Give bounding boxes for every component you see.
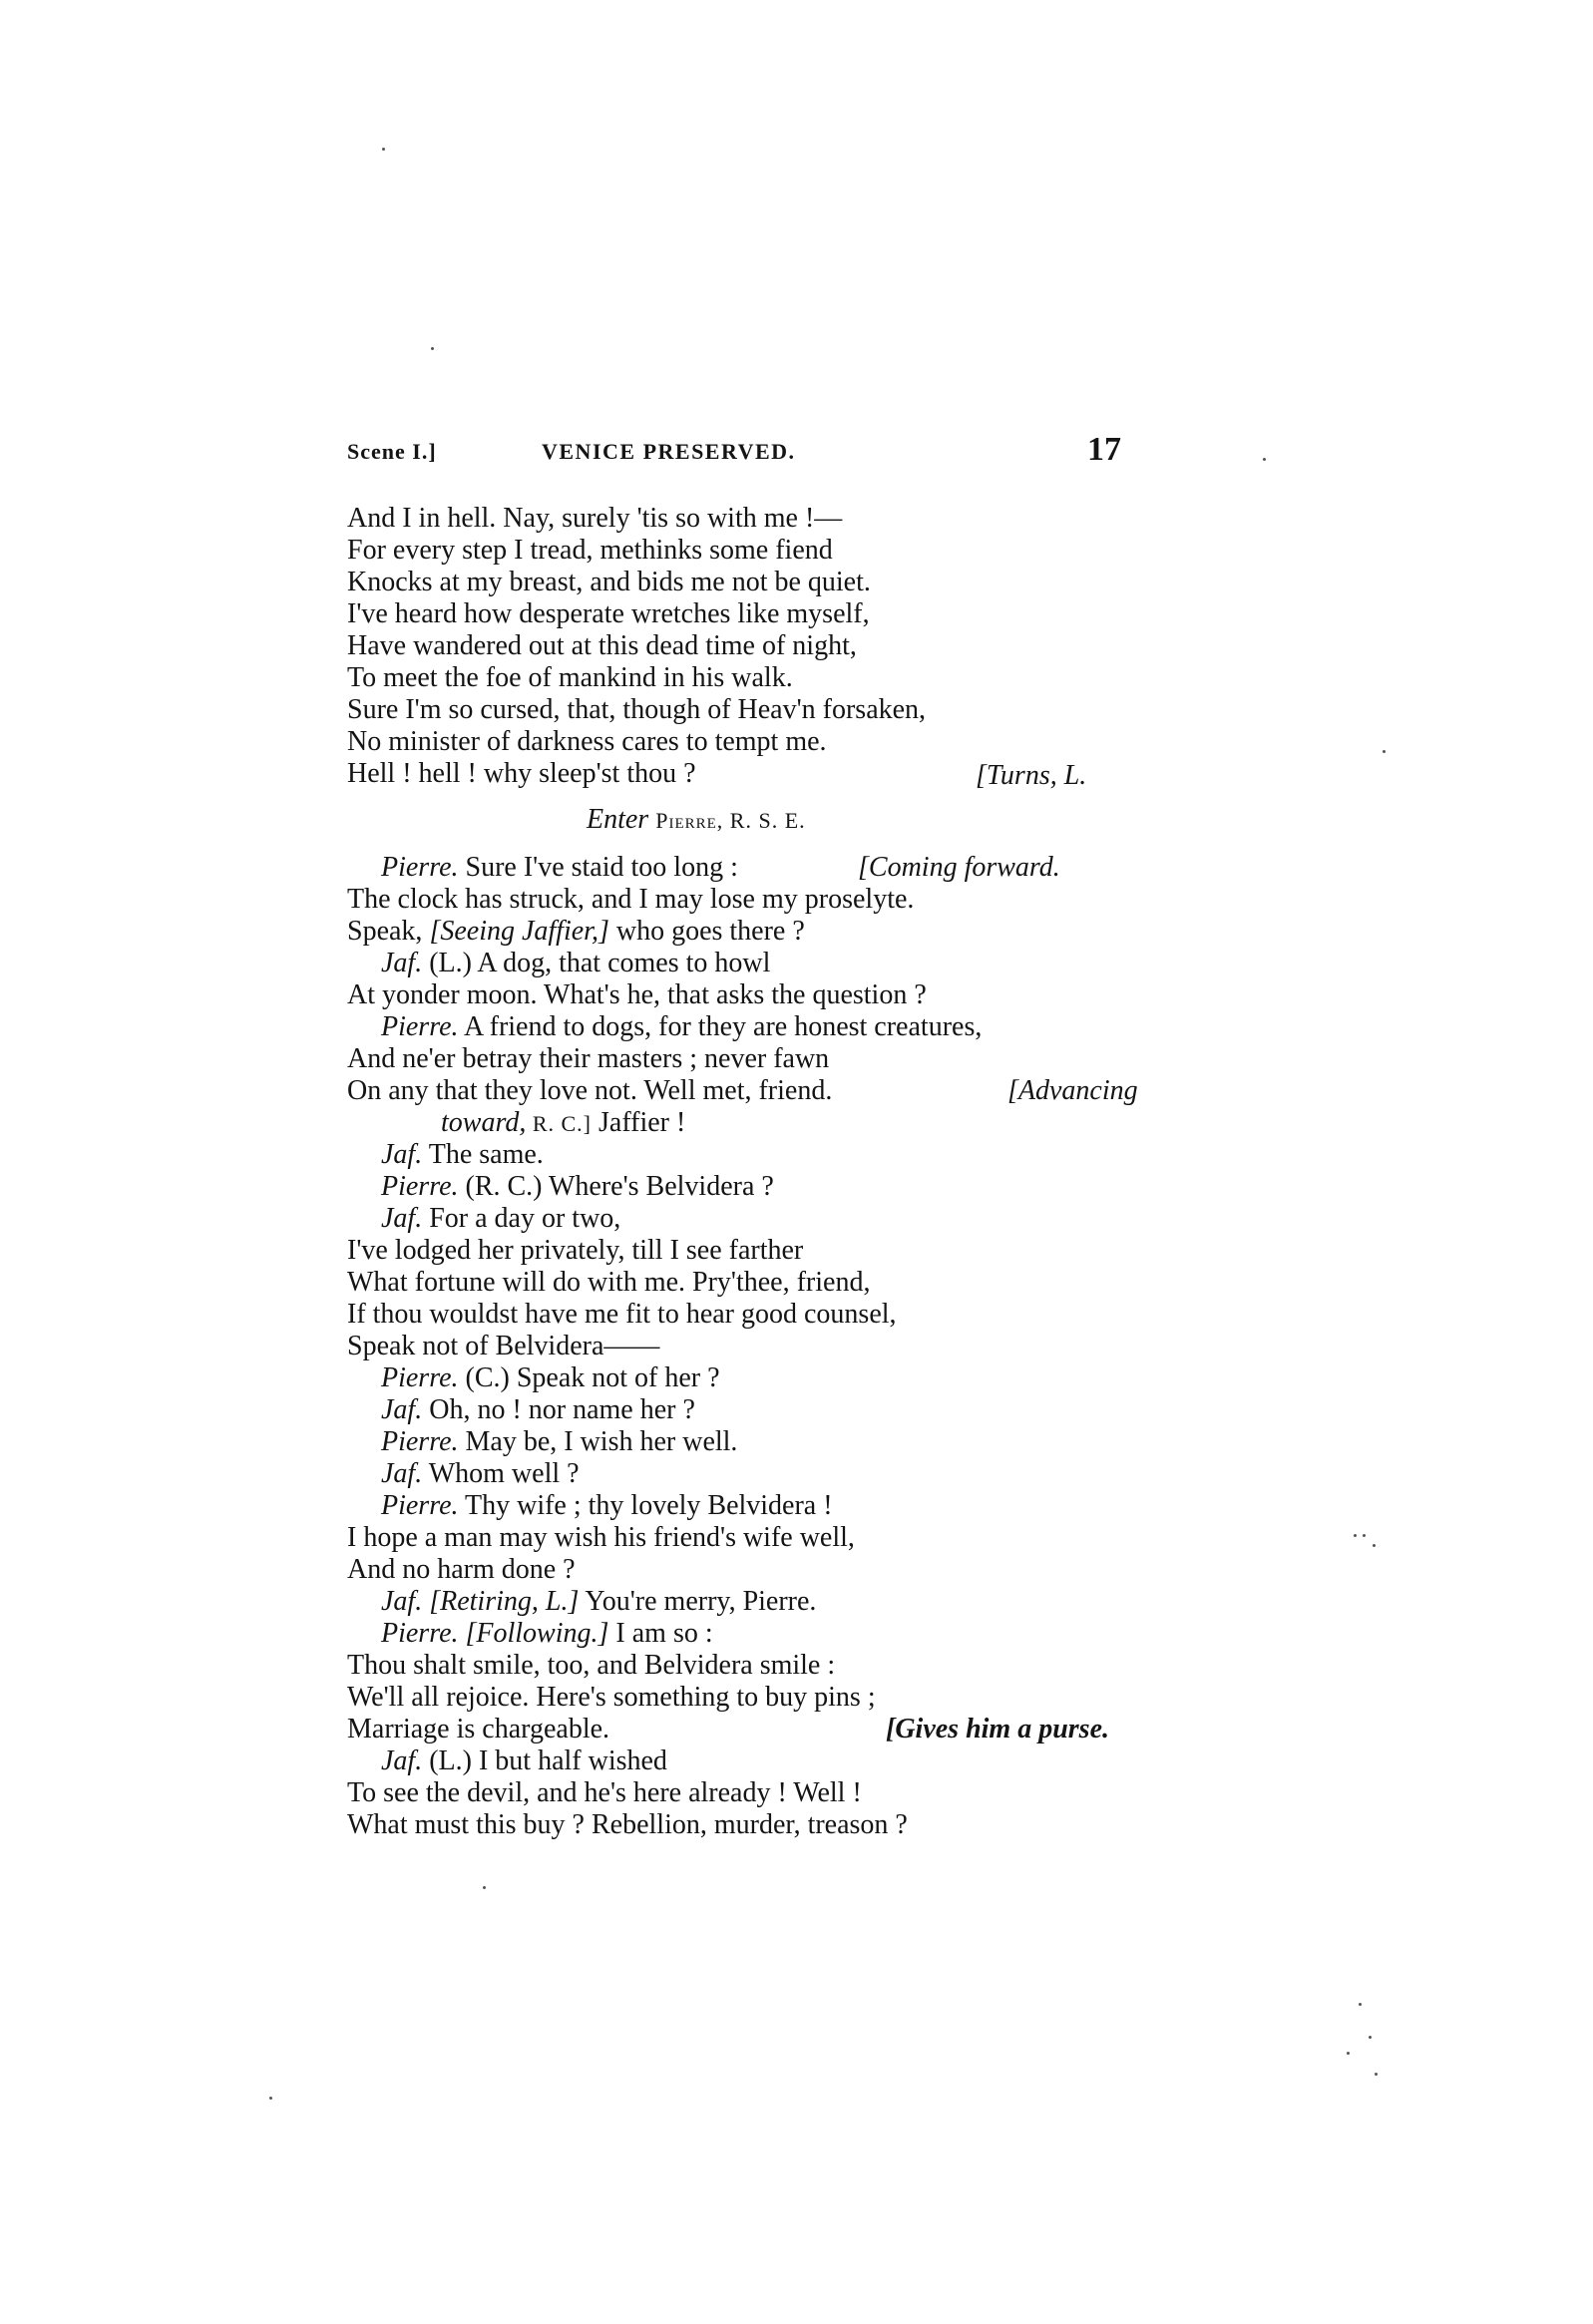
verse-line: Marriage is chargeable. [347,1714,610,1744]
running-header [347,431,1121,471]
speaker-name: Jaf. [381,1458,423,1489]
verse-line: Speak not of Belvidera—— [347,1331,660,1361]
speaker-name: Jaf. [381,1586,423,1617]
speck [1369,2036,1372,2039]
speech-line: Pierre. A friend to dogs, for they are honest creatures, [381,1011,983,1042]
enter-name: Pierre, R. S. E. [655,808,806,833]
scene-label: Scene I.] [347,439,437,464]
speech-line: Pierre. [Following.] I am so : [381,1618,713,1649]
speaker-name: Jaf. [381,948,423,978]
verse-line: And I in hell. Nay, surely 'tis so with me !— [347,503,843,534]
speck [1375,2073,1378,2076]
speech-line: Jaf. The same. [381,1139,544,1170]
speck [1347,2052,1350,2055]
stage-direction: [Advancing [1007,1075,1138,1106]
verse-line: Hell ! hell ! why sleep'st thou ? [347,758,696,789]
speaker-name: Pierre. [381,1490,459,1521]
verse-line: I've heard how desperate wretches like myself, [347,598,870,629]
speaker-name: Pierre. [381,1362,459,1393]
speech-line: Jaf. (L.) A dog, that comes to howl [381,948,771,978]
speaker-name: Pierre. [381,1011,459,1042]
verse-line: Knocks at my breast, and bids me not be quiet. [347,567,871,597]
speech-line: Jaf. Oh, no ! nor name her ? [381,1394,695,1425]
speech-line: toward, R. C.] Jaffier ! [441,1107,686,1138]
speech-line: Pierre. Sure I've staid too long : [381,852,738,883]
speck [1383,750,1386,753]
speck [483,1886,486,1889]
speech-line: Jaf. [Retiring, L.] You're merry, Pierre. [381,1586,817,1617]
stage-direction: toward, [441,1107,527,1138]
speech-line: Jaf. Whom well ? [381,1458,580,1489]
speech-line: Jaf. For a day or two, [381,1203,621,1234]
speaker-name: Pierre. [381,1618,459,1649]
speech-line: Pierre. (R. C.) Where's Belvidera ? [381,1171,774,1202]
speaker-name: Jaf. [381,1139,423,1170]
speech-line: Pierre. May be, I wish her well. [381,1426,738,1457]
speech-line: Jaf. (L.) I but half wished [381,1745,667,1776]
verse-line: Have wandered out at this dead time of night, [347,630,857,661]
stage-direction: [Gives him a purse. [886,1714,1109,1744]
speech-line: Pierre. Thy wife ; thy lovely Belvidera ! [381,1490,833,1521]
verse-line: I've lodged her privately, till I see farther [347,1235,804,1266]
speaker-name: Jaf. [381,1394,423,1425]
verse-line: No minister of darkness cares to tempt me. [347,726,827,757]
speck [1359,2003,1362,2006]
speck [1373,1544,1376,1547]
speck [1354,1534,1357,1537]
verse-line: For every step I tread, methinks some fiend [347,535,833,566]
verse-line: And no harm done ? [347,1554,576,1585]
verse-line: To see the devil, and he's here already ! Well ! [347,1777,862,1808]
verse-line: I hope a man may wish his friend's wife well, [347,1522,855,1553]
verse-line: We'll all rejoice. Here's something to buy pins ; [347,1682,876,1713]
speaker-name: Pierre. [381,852,459,883]
verse-line: Sure I'm so cursed, that, though of Heav'n forsaken, [347,694,927,725]
speck [269,2097,272,2100]
page-number: 17 [1087,431,1121,468]
speaker-name: Jaf. [381,1203,423,1234]
speech-line: Speak, [Seeing Jaffier,] who goes there ? [347,916,805,947]
stage-direction: [Following.] [458,1618,609,1649]
entrance-direction [587,804,806,837]
speaker-name: Pierre. [381,1171,459,1202]
speech-line: Pierre. (C.) Speak not of her ? [381,1362,720,1393]
stage-direction: [Seeing Jaffier,] [429,916,609,947]
verse-line: At yonder moon. What's he, that asks the question ? [347,979,927,1010]
verse-line: Thou shalt smile, too, and Belvidera smile : [347,1650,836,1681]
verse-line: On any that they love not. Well met, friend. [347,1075,833,1106]
speaker-name: Pierre. [381,1426,459,1457]
speck [1263,458,1266,461]
speck [1363,1534,1366,1537]
verse-line: And ne'er betray their masters ; never fawn [347,1043,830,1074]
stage-direction: [Turns, L. [976,760,1087,791]
speck [431,347,434,350]
verse-line: To meet the foe of mankind in his walk. [347,662,793,693]
running-title: VENICE PRESERVED. [542,439,796,464]
speaker-name: Jaf. [381,1745,423,1776]
verse-line: The clock has struck, and I may lose my proselyte. [347,884,915,915]
stage-direction: [Coming forward. [858,852,1060,883]
verse-line: What must this buy ? Rebellion, murder, treason ? [347,1809,908,1840]
speck [382,148,385,151]
verse-line: If thou wouldst have me fit to hear good counsel, [347,1299,897,1330]
stage-direction: [Retiring, L.] [422,1586,580,1617]
verse-line: What fortune will do with me. Pry'thee, friend, [347,1267,871,1298]
enter-word: Enter [587,804,649,835]
